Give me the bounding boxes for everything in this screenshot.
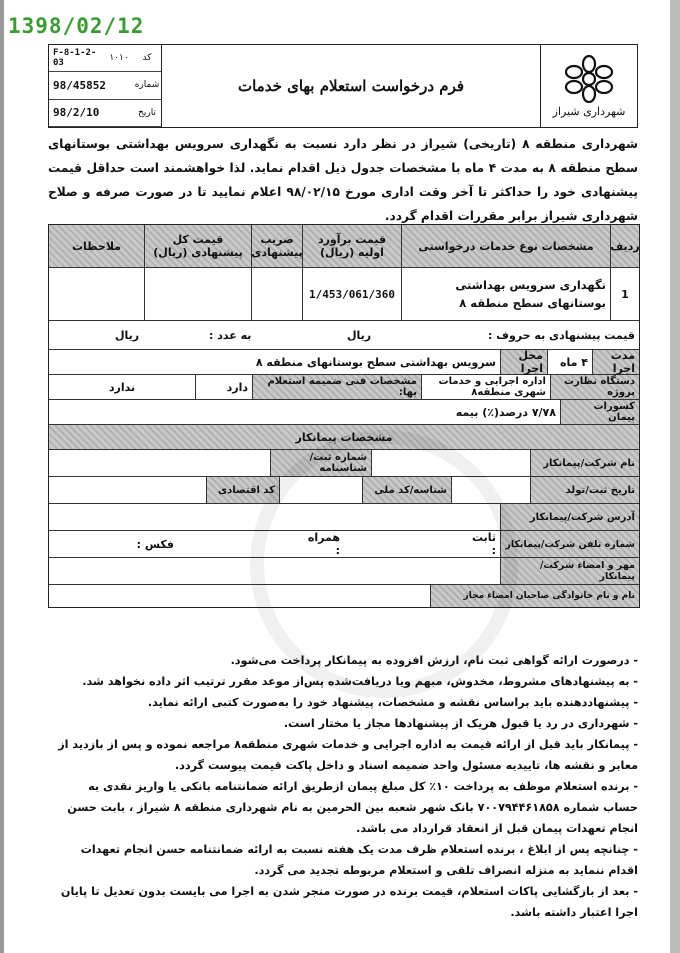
price-digits-label: به عدد : — [209, 328, 252, 342]
signers-label: نام و نام خانوادگی صاحبان امضاء مجاز — [430, 585, 639, 607]
birth-label: تاریخ ثبت/تولد — [530, 477, 639, 503]
form-title: فرم درخواست استعلام بهای خدمات — [237, 77, 465, 95]
price-digits-unit: ریال — [114, 328, 140, 342]
fax-label: فکس : — [136, 537, 174, 551]
duration-row — [49, 350, 639, 375]
landline-label: ثابت : — [471, 531, 496, 557]
logo-caption: شهرداری شیراز — [552, 104, 626, 118]
note-item: - درصورت ارائه گواهی ثبت نام، ارزش افزوده به پیمانکار پرداخت می‌شود. — [230, 654, 638, 667]
address-label: آدرس شرکت/پیمانکار — [500, 504, 639, 530]
price-words-unit: ریال — [347, 328, 372, 342]
number-value: 98/45852 — [53, 78, 106, 92]
note-item: - پیشنهاددهنده باید براساس نقشه و مشخصات، پیشنهاد خود را به‌صورت کتبی ارائه نماید. — [147, 696, 638, 709]
row-spec: نگهداری سرویس بهداشتی بوستانهای سطح منطقه ۸ — [401, 268, 610, 320]
date-label: تاریخ — [138, 107, 156, 118]
col-spec: مشخصات نوع خدمات درخواستی — [401, 225, 610, 267]
row-coefficient-input[interactable] — [251, 268, 302, 320]
logo-block — [540, 45, 637, 127]
supervisor-value: اداره اجرایی و خدمات شهری منطقه۸ — [421, 375, 550, 399]
note-item: - به پیشنهادهای مشروط، مخدوش، مبهم ویا دریافت‌شده پس‌از موعد مقرر ترتیب اثر داده نخواهد شد. — [82, 675, 638, 688]
scan-edge-right — [670, 0, 680, 953]
eco-label: کد اقتصادی — [206, 477, 279, 503]
contractor-section-title: مشخصات پیمانکار — [295, 430, 393, 444]
supervisor-label: دستگاه نظارت پروژه — [550, 375, 639, 399]
fax-input[interactable] — [49, 531, 130, 557]
reg-label: شماره ثبت/شناسنامه — [270, 450, 371, 476]
specs-label: مشخصات فنی ضمیمه استعلام بها: — [252, 375, 421, 399]
intro-paragraph: شهرداری منطقه ۸ (تاریخی) شیراز در نظر دارد نسبت به نگهداری سرویس بهداشتی بوستانهای سطح منطقه ۸ به مدت ۴ ماه با مشخصات جدول ذیل اقدام نماید. لذا خواهشمند است حداقل قیمت پیشنهادی خود را حداکثر تا آخر وقت اداری مورخ ۹۸/۰۲/۱۵ اعلام نمایید تا در صورت صرفه و صلاح شهرداری شیراز برابر مقررات اقدام گردد. — [48, 137, 638, 223]
mobile-label: همراه : — [307, 531, 340, 557]
stamp-date: 1398/02/12 — [8, 14, 145, 38]
meta-date-row — [49, 100, 161, 127]
row-notes-input[interactable] — [49, 268, 144, 320]
row-no: 1 — [610, 268, 639, 320]
note-item: - برنده استعلام موظف به پرداخت ۱۰٪ کل مبلغ پیمان ازطریق ارائه ضمانتنامه بانکی یا واریز نقدی به حساب شماره ۷۰۰۷۹۴۴۶۱۸۵۸ بانک شهر شعبه بین الحرمین به نام شهرداری منطقه ۸ شیراز ، بابت حسن انجام تعهدات پیمان قبل از انعقاد قرارداد می باشد. — [67, 780, 638, 835]
code-value: ۱۰۱۰ — [109, 53, 129, 64]
col-notes: ملاحظات — [72, 239, 121, 253]
project-value: سرویس بهداشتی سطح بوستانهای منطقه ۸ — [255, 355, 496, 369]
table-row — [49, 268, 639, 321]
eco-input[interactable] — [49, 477, 206, 503]
phone-label: شماره تلفن شرکت/پیمانکار — [500, 531, 639, 557]
row-estimate: 1/453/061/360 — [302, 268, 401, 320]
notes-list — [52, 650, 638, 923]
col-coefficient: ضریب پیشنهادی — [251, 225, 302, 267]
specs-hasnot-option[interactable]: ندارد — [108, 380, 136, 394]
meta-code-row — [49, 45, 161, 72]
id-label: شناسه/کد ملی — [362, 477, 451, 503]
contractor-name-label: نام شرکت/پیمانکار — [530, 450, 639, 476]
note-item: - بعد از بازگشایی پاکات استعلام، قیمت برنده در صورت منجر شدن به اجرا می بایست بدون تعدیل تا پایان اجرا اعتبار داشته باشد. — [60, 885, 638, 919]
project-label: محل اجرا — [500, 350, 547, 374]
duration-value: ۴ ماه — [547, 350, 592, 374]
col-estimate: قیمت برآورد اولیه (ریال) — [302, 225, 401, 267]
note-item: - شهرداری در رد یا قبول هریک از پیشنهادها مجاز یا مختار است. — [283, 717, 638, 730]
form-code: F-8-1-2-03 — [53, 48, 97, 69]
note-item: - پیمانکار باید قبل از ارائه قیمت به اداره اجرایی و خدمات شهری منطقه۸ مراجعه نموده و پس از بازدید از معابر و نقشه ها، تاییدیه مسئول واحد ضمیمه اسناد و داخل پاکت قیمت پیوست گردد. — [58, 738, 638, 772]
duration-label: مدت اجرا — [592, 350, 639, 374]
scan-edge-left — [0, 0, 4, 953]
meta-number-row — [49, 72, 161, 99]
contract-row — [49, 400, 639, 425]
date-value: 98/2/10 — [53, 106, 100, 120]
contract-label: کسورات پیمان — [560, 400, 639, 424]
specs-has-option[interactable]: دارد — [195, 375, 252, 399]
price-words-row — [49, 321, 639, 350]
reg-input[interactable] — [49, 450, 270, 476]
form-header — [48, 44, 638, 128]
table-header-row — [49, 225, 639, 268]
supervisor-row — [49, 375, 639, 400]
flower-logo-icon — [559, 55, 619, 103]
contract-value: ۷/۷۸ درصد(٪) بیمه — [455, 405, 556, 419]
col-total-price: قیمت کل پیشنهادی (ریال) — [144, 225, 251, 267]
number-label: شماره — [134, 80, 160, 91]
note-item: - چنانچه پس از ابلاغ ، برنده استعلام ظرف مدت یک هفته نسبت به ارائه ضمانتنامه حسن انجام تعهدات اقدام ننماید به منزله انصراف تلقی و استعلام مربوطه تجدید می گردد. — [80, 843, 638, 877]
row-total-price-input[interactable] — [144, 268, 251, 320]
seal-label: مهر و امضاء شرکت/پیمانکار — [500, 558, 639, 584]
price-words-label: قیمت پیشنهادی به حروف : — [487, 328, 635, 342]
col-row-no: ردیف — [610, 225, 639, 267]
meta-block — [49, 45, 162, 127]
code-label: کد — [142, 53, 152, 64]
